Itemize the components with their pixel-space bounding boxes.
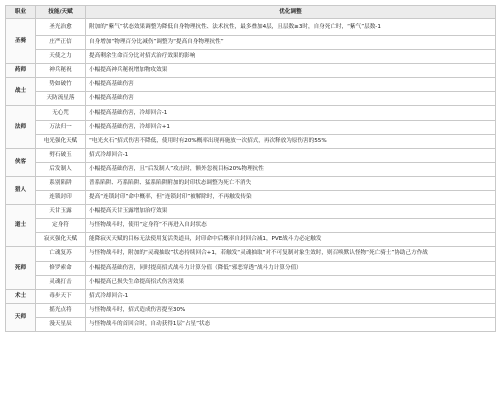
table-row	[6, 134, 496, 148]
skill-cell: 定身符	[36, 219, 86, 233]
table-row	[6, 261, 496, 275]
table-row	[6, 275, 496, 289]
change-cell: 招式冷却回合-1	[86, 148, 496, 162]
skill-cell: 劈石破玉	[36, 148, 86, 162]
table-row	[6, 64, 496, 78]
skill-cell: 后发制人	[36, 162, 86, 176]
change-cell: 小幅提高基础伤害，且“后发制人”攻击时，额外忽视目标20%物理抗性	[86, 162, 496, 176]
job-cell: 圣骑	[6, 19, 36, 64]
change-cell: 小幅提高基础伤害	[86, 92, 496, 106]
table-row	[6, 233, 496, 247]
skill-cell: 灵魂打击	[36, 275, 86, 289]
table-row	[6, 78, 496, 92]
skill-cell: 连锁封印	[36, 191, 86, 205]
change-cell: 能降寂灭天赋的目标无法使用复活类道具，封印命中后概率自封回合减1，PVE战斗力必定触发	[86, 233, 496, 247]
skill-cell: 摇光点将	[36, 303, 86, 317]
change-cell: 小幅提高基础伤害，冷却回合+1	[86, 120, 496, 134]
skill-cell: 天使之力	[36, 50, 86, 64]
skill-cell: 万法归一	[36, 120, 86, 134]
change-cell: 与怪物战斗的首回合时，自动获得1层“占星”状态	[86, 317, 496, 331]
change-cell: 与怪物战斗时，使用“定身符”不再进入自封状态	[86, 219, 496, 233]
change-cell: “电光火石”招式伤害不降低，使用时有20%概率出现再施放一次招式，再次释放为原伤害的55%	[86, 134, 496, 148]
change-cell: 小幅提高天甘玉露增加治疗效果	[86, 205, 496, 219]
skill-cell: 电光强化天赋	[36, 134, 86, 148]
header-change: 优化调整	[86, 6, 496, 19]
table-header-row	[6, 6, 496, 19]
change-cell: 小幅提高已损失生命提高招式伤害效果	[86, 275, 496, 289]
table-row	[6, 106, 496, 120]
table-row	[6, 19, 496, 36]
table-row	[6, 191, 496, 205]
skill-cell: 圣光治愈	[36, 19, 86, 36]
skill-cell: 神兵秘祝	[36, 64, 86, 78]
skill-cell: 庄严正信	[36, 36, 86, 50]
skill-cell: 修罗索命	[36, 261, 86, 275]
change-cell: 与怪物战斗时，招式造成伤害提至30%	[86, 303, 496, 317]
job-cell: 死师	[6, 247, 36, 289]
job-cell: 道士	[6, 205, 36, 247]
skill-adjustment-table	[5, 5, 496, 332]
table-row	[6, 50, 496, 64]
change-cell: 自身增加“物理百分比减伤”调整为“提高自身物理抗性”	[86, 36, 496, 50]
table-row	[6, 120, 496, 134]
change-cell: 小幅提高基础伤害，同时提高招式战斗力计算分值（降低“邪恶穿透”战斗力计算分值）	[86, 261, 496, 275]
change-cell: 与怪物战斗时，附加的“灵魂抽取”状态持续回合+1，若触发“灵魂抽取”对不可复制对象生效时，则召唤默认怪物“死亡骑士”协助己方作战	[86, 247, 496, 261]
job-cell: 药师	[6, 64, 36, 78]
table-row	[6, 247, 496, 261]
skill-cell: 势如破竹	[36, 78, 86, 92]
change-cell: 附加的“紫气”状态效果调整为降低自身物理抗性、法术抗性，最多叠加4层，且层数≥3时，自身死亡时，“紫气”层数-1	[86, 19, 496, 36]
table-row	[6, 205, 496, 219]
table-row	[6, 303, 496, 317]
header-skill: 技能/天赋	[36, 6, 86, 19]
job-cell: 术士	[6, 289, 36, 303]
job-cell: 侠客	[6, 148, 36, 176]
job-cell: 法师	[6, 106, 36, 148]
change-cell: 小幅提高神兵秘祝增加物攻效果	[86, 64, 496, 78]
skill-adjustment-table-container	[5, 5, 495, 332]
change-cell: 小幅提高基础伤害	[86, 78, 496, 92]
change-cell: 普系陷阱、巧系陷阱、猛系陷阱附加的封印状态调整为死亡不消失	[86, 176, 496, 190]
skill-cell: 天防流星落	[36, 92, 86, 106]
table-row	[6, 92, 496, 106]
table-row	[6, 162, 496, 176]
job-cell: 猎人	[6, 176, 36, 204]
table-row	[6, 36, 496, 50]
skill-cell: 无心咒	[36, 106, 86, 120]
change-cell: 招式冷却回合-1	[86, 289, 496, 303]
skill-cell: 亡魂复苏	[36, 247, 86, 261]
change-cell: 提高剩余生命百分比对招式治疗效果的影响	[86, 50, 496, 64]
skill-cell: 毒步天下	[36, 289, 86, 303]
skill-cell: 系别陷阱	[36, 176, 86, 190]
change-cell: 小幅提高基础伤害，冷却回合-1	[86, 106, 496, 120]
skill-cell: 漫天星辰	[36, 317, 86, 331]
table-row	[6, 219, 496, 233]
job-cell: 天师	[6, 303, 36, 331]
header-job: 职业	[6, 6, 36, 19]
change-cell: 提高“连锁封印”命中概率，但“连锁封印”被解除时，不再触发传染	[86, 191, 496, 205]
table-row	[6, 148, 496, 162]
skill-cell: 天甘玉露	[36, 205, 86, 219]
table-row	[6, 176, 496, 190]
table-row	[6, 317, 496, 331]
table-row	[6, 289, 496, 303]
job-cell: 战士	[6, 78, 36, 106]
skill-cell: 寂灭强化天赋	[36, 233, 86, 247]
